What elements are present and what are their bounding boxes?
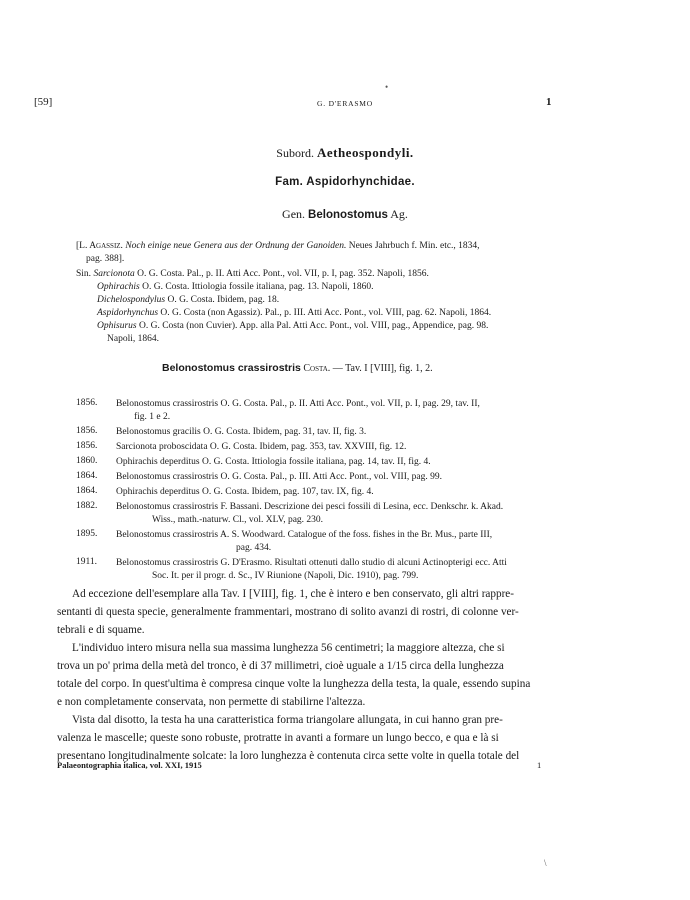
- body-text: [57, 585, 547, 765]
- bibliography-line: Ophirachis deperditus O. G. Costa. Ittiologia fossile italiana, pag. 14, tav. II, fig. 4.: [116, 457, 431, 467]
- synonym-citation: O. G. Costa. Ittiologia fossile italiana, pag. 13. Napoli, 1860.: [139, 282, 374, 292]
- species-author: Costa.: [300, 363, 331, 374]
- bibliography-line: Wiss., math.-naturw. Cl., vol. XLV, pag. 230.: [152, 515, 324, 525]
- bibliography-entry: [76, 529, 560, 555]
- synonym-citation: O. G. Costa. Ibidem, pag. 18.: [165, 295, 280, 305]
- suborder-name: Aetheospondyli.: [316, 145, 414, 160]
- bibliography-entry: [76, 426, 560, 439]
- bibliography-year: 1864.: [76, 471, 98, 481]
- synonym-item: [76, 307, 560, 320]
- bibliography-year: 1856.: [76, 426, 98, 436]
- bibliography-line: Ophirachis deperditus O. G. Costa. Ibidem, pag. 107, tav. IX, fig. 4.: [116, 487, 374, 497]
- bibliography-line: Belonostomus crassirostris G. D'Erasmo. Risultati ottenuti dallo studio di alcuni Actinopterigi ecc. Atti: [116, 558, 507, 568]
- synonym-citation: O. G. Costa (non Agassiz). Pal., p. III. Atti Acc. Pont., vol. VIII, pag. 62. Napoli, 1864.: [158, 308, 492, 318]
- footer-sheet-number: 1: [537, 760, 542, 770]
- synonym-citation: O. G. Costa. Pal., p. II. Atti Acc. Pont., vol. VII, p. I, pag. 352. Napoli, 1856.: [134, 269, 429, 279]
- synonym-item: [76, 320, 560, 333]
- synonym-list: [76, 268, 560, 346]
- reference-line-1: [76, 240, 556, 253]
- bibliography-year: 1856.: [76, 398, 98, 408]
- synonym-citation: O. G. Costa (non Cuvier). App. alla Pal. Atti Acc. Pont., vol. VIII, pag., Appendice, pag. 98.: [136, 321, 489, 331]
- bibliography-line: Belonostomus crassirostris F. Bassani. Descrizione dei pesci fossili di Lesina, ecc. Denkschr. k. Akad.: [116, 502, 504, 512]
- synonym-genus: Ophirachis: [97, 282, 140, 292]
- reference-author: [L. Agassiz.: [76, 241, 123, 251]
- synonym-genus: Ophisurus: [97, 321, 137, 331]
- body-line: presentano longitudinalmente solcate: la loro lunghezza è contenuta circa sette volte in quella totale del: [57, 750, 520, 762]
- reference-line-2: pag. 388].: [86, 254, 125, 264]
- species-heading: [162, 362, 433, 374]
- genus-author: Ag.: [387, 207, 408, 221]
- page-bracket-number: [59]: [34, 96, 53, 108]
- body-line: trova un po' prima della metà del tronco, è di 37 millimetri, cioè uguale a 1/15 circa della lunghezza: [57, 660, 504, 672]
- species-name: Belonostomus crassirostris: [162, 362, 301, 374]
- bibliography-line: Soc. It. per il progr. d. Sc., IV Riunione (Napoli, Dic. 1910), pag. 799.: [152, 571, 419, 581]
- body-line: valenza le mascelle; queste sono robuste, protratte in avanti a formare un lungo becco, e qua e là si: [57, 732, 499, 744]
- body-line: e non completamente conservata, non permette di stabilirne l'altezza.: [57, 696, 366, 708]
- bibliography-line: fig. 1 e 2.: [134, 412, 171, 422]
- bibliography-year: 1911.: [76, 557, 98, 567]
- bibliography-line: Belonostomus crassirostris O. G. Costa. Pal., p. II. Atti Acc. Pont., vol. VII, p. I, pag. 29, tav. II,: [116, 399, 480, 409]
- species-plate-ref: — Tav. I [VIII], fig. 1, 2.: [330, 363, 433, 374]
- bibliography-line: Belonostomus crassirostris O. G. Costa. Pal., p. III. Atti Acc. Pont., vol. VIII, pag. 99.: [116, 472, 442, 482]
- synonym-prefix: Sin.: [76, 269, 94, 279]
- body-line: sentanti di questa specie, generalmente frammentari, mostrano di solito avanzi di rostri, di colonne ver-: [57, 606, 519, 618]
- bibliography-list: [76, 398, 560, 585]
- synonym-item: [76, 281, 560, 294]
- genus-reference: [76, 240, 556, 266]
- synonym-genus: Dichelospondylus: [97, 295, 166, 305]
- bibliography-line: Sarcionota proboscidata O. G. Costa. Ibidem, pag. 353, tav. XXVIII, fig. 12.: [116, 442, 407, 452]
- bibliography-year: 1882.: [76, 501, 98, 511]
- bibliography-year: 1864.: [76, 486, 98, 496]
- bibliography-entry: [76, 486, 560, 499]
- folio-number: 1: [546, 96, 552, 108]
- synonym-item: [76, 294, 560, 307]
- bibliography-year: 1895.: [76, 529, 98, 539]
- body-line: tebrali e di squame.: [57, 624, 145, 636]
- family-heading: Fam. Aspidorhynchidae.: [275, 176, 415, 188]
- bibliography-line: Belonostomus crassirostris A. S. Woodward. Catalogue of the foss. fishes in the Br. Mus., parte III,: [116, 530, 493, 540]
- suborder-heading: [0, 145, 690, 161]
- body-line: totale del corpo. In quest'ultima è compresa cinque volte la lunghezza della testa, la quale, essendo supina: [57, 678, 531, 690]
- suborder-prefix: Subord.: [276, 146, 314, 160]
- stray-mark-bottom: \: [544, 858, 547, 868]
- synonym-genus: Sarcionota: [93, 269, 135, 279]
- synonym-item: [76, 268, 560, 281]
- bibliography-entry: [76, 456, 560, 469]
- bibliography-entry: [76, 471, 560, 484]
- bibliography-entry: [76, 441, 560, 454]
- bibliography-year: 1860.: [76, 456, 98, 466]
- genus-prefix: Gen.: [282, 207, 306, 221]
- reference-title: Noch einige neue Genera aus der Ordnung der Ganoiden.: [122, 241, 347, 251]
- bibliography-entry: [76, 557, 560, 583]
- synonym-continuation: Napoli, 1864.: [107, 334, 159, 344]
- body-line: Vista dal disotto, la testa ha una caratteristica forma triangolare allungata, in cui hanno gran pre-: [72, 714, 503, 726]
- body-line: Ad eccezione dell'esemplare alla Tav. I [VIII], fig. 1, che è intero e ben conservato, gli altri rappre-: [72, 588, 514, 600]
- synonym-genus: Aspidorhynchus: [97, 308, 159, 318]
- bibliography-entry: [76, 501, 560, 527]
- body-line: L'individuo intero misura nella sua massima lunghezza 56 centimetri; la maggiore altezza, che si: [72, 642, 505, 654]
- running-author: G. D'ERASMO: [317, 99, 373, 108]
- bibliography-entry: [76, 398, 560, 424]
- reference-source: Neues Jahrbuch f. Min. etc., 1834,: [346, 241, 480, 251]
- bibliography-line: pag. 434.: [236, 543, 272, 553]
- genus-heading: [0, 207, 690, 222]
- bibliography-line: Belonostomus gracilis O. G. Costa. Ibidem, pag. 31, tav. II, fig. 3.: [116, 427, 367, 437]
- stray-mark-top: •: [385, 82, 389, 92]
- bibliography-year: 1856.: [76, 441, 98, 451]
- genus-name: Belonostomus: [308, 209, 388, 221]
- footer-journal: Palaeontographia italica, vol. XXI, 1915: [57, 760, 202, 770]
